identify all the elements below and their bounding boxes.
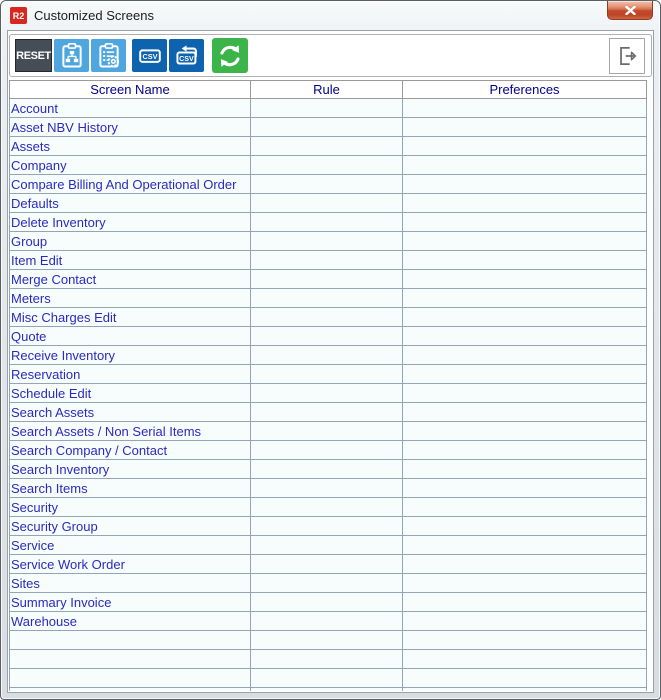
table-row: [10, 365, 647, 384]
screen-name-cell[interactable]: Search Assets / Non Serial Items: [10, 422, 251, 441]
customize-screen-button[interactable]: [54, 39, 89, 72]
preferences-cell[interactable]: [403, 118, 647, 137]
preferences-cell[interactable]: [403, 194, 647, 213]
screen-name-cell[interactable]: Company: [10, 156, 251, 175]
grid-body: [10, 99, 647, 692]
reset-button[interactable]: RESET: [15, 39, 52, 72]
header-row: [10, 81, 647, 99]
screen-name-cell[interactable]: Merge Contact: [10, 270, 251, 289]
preferences-cell[interactable]: [403, 612, 647, 631]
rule-cell[interactable]: [251, 479, 403, 498]
preferences-cell[interactable]: [403, 213, 647, 232]
table-row: [10, 213, 647, 232]
screen-name-cell[interactable]: Search Items: [10, 479, 251, 498]
rule-cell[interactable]: [251, 536, 403, 555]
preferences-cell[interactable]: [403, 555, 647, 574]
export-csv-button[interactable]: [132, 39, 167, 72]
clipboard-gear-icon: [95, 42, 123, 70]
rule-cell[interactable]: [251, 175, 403, 194]
rule-cell[interactable]: [251, 365, 403, 384]
screen-name-cell[interactable]: Asset NBV History: [10, 118, 251, 137]
screen-name-cell[interactable]: Defaults: [10, 194, 251, 213]
screen-name-cell[interactable]: [10, 631, 251, 650]
rule-cell[interactable]: [251, 270, 403, 289]
refresh-icon: [215, 41, 245, 71]
rule-cell[interactable]: [251, 441, 403, 460]
rule-cell[interactable]: [251, 194, 403, 213]
screen-name-cell[interactable]: Search Assets: [10, 403, 251, 422]
column-header-rule[interactable]: Rule: [251, 81, 403, 99]
column-header-screen-name[interactable]: Screen Name: [10, 81, 251, 99]
empty-row: [10, 688, 647, 692]
preferences-cell[interactable]: [403, 536, 647, 555]
rule-cell[interactable]: [251, 593, 403, 612]
client-area: [7, 30, 654, 693]
screen-name-cell[interactable]: Compare Billing And Operational Order: [10, 175, 251, 194]
table-row: [10, 517, 647, 536]
preferences-cell[interactable]: [403, 232, 647, 251]
screen-name-cell[interactable]: Schedule Edit: [10, 384, 251, 403]
screen-name-cell[interactable]: Service: [10, 536, 251, 555]
rule-cell[interactable]: [251, 99, 403, 118]
table-row: [10, 460, 647, 479]
preferences-cell[interactable]: [403, 327, 647, 346]
empty-row: [10, 631, 647, 650]
rule-cell[interactable]: [251, 137, 403, 156]
preferences-cell[interactable]: [403, 574, 647, 593]
screen-name-cell[interactable]: Summary Invoice: [10, 593, 251, 612]
screen-name-cell[interactable]: Item Edit: [10, 251, 251, 270]
screen-name-cell[interactable]: Security: [10, 498, 251, 517]
preferences-cell[interactable]: [403, 156, 647, 175]
csv-import-icon: [173, 42, 201, 70]
screen-name-cell[interactable]: Reservation: [10, 365, 251, 384]
preferences-cell[interactable]: [403, 593, 647, 612]
rule-cell[interactable]: [251, 289, 403, 308]
screen-name-cell[interactable]: Delete Inventory: [10, 213, 251, 232]
preferences-cell[interactable]: [403, 99, 647, 118]
empty-row: [10, 650, 647, 669]
refresh-button[interactable]: [212, 38, 248, 73]
screen-name-cell[interactable]: Sites: [10, 574, 251, 593]
rule-cell[interactable]: [251, 555, 403, 574]
screens-table: [9, 80, 647, 691]
preferences-cell[interactable]: [403, 251, 647, 270]
table-row: [10, 156, 647, 175]
csv-label: CSV: [178, 54, 194, 63]
screen-name-cell[interactable]: Service Work Order: [10, 555, 251, 574]
preferences-cell[interactable]: [403, 688, 647, 692]
screen-name-cell[interactable]: [10, 688, 251, 692]
screen-name-cell[interactable]: Account: [10, 99, 251, 118]
preferences-cell[interactable]: [403, 669, 647, 688]
csv-export-icon: [136, 42, 164, 70]
rule-cell[interactable]: [251, 612, 403, 631]
column-header-preferences[interactable]: Preferences: [403, 81, 647, 99]
preferences-cell[interactable]: [403, 498, 647, 517]
preferences-cell[interactable]: [403, 365, 647, 384]
rule-cell[interactable]: [251, 631, 403, 650]
table-row: [10, 555, 647, 574]
table-row: [10, 612, 647, 631]
screen-name-cell[interactable]: Misc Charges Edit: [10, 308, 251, 327]
rule-cell[interactable]: [251, 517, 403, 536]
table-row: [10, 270, 647, 289]
close-icon: [625, 6, 636, 15]
rule-cell[interactable]: [251, 650, 403, 669]
preferences-cell[interactable]: [403, 175, 647, 194]
table-row: [10, 593, 647, 612]
screen-name-cell[interactable]: Quote: [10, 327, 251, 346]
preferences-cell[interactable]: [403, 384, 647, 403]
table-row: [10, 498, 647, 517]
rule-cell[interactable]: [251, 403, 403, 422]
rule-cell[interactable]: [251, 688, 403, 692]
toolbar: [9, 34, 652, 77]
table-row: [10, 232, 647, 251]
screen-name-cell[interactable]: Receive Inventory: [10, 346, 251, 365]
preferences-cell[interactable]: [403, 137, 647, 156]
table-row: [10, 574, 647, 593]
table-row: [10, 327, 647, 346]
table-row: [10, 479, 647, 498]
table-row: [10, 403, 647, 422]
table-row: [10, 118, 647, 137]
rule-cell[interactable]: [251, 118, 403, 137]
preferences-cell[interactable]: [403, 270, 647, 289]
rule-cell[interactable]: [251, 213, 403, 232]
table-row: [10, 308, 647, 327]
preferences-cell[interactable]: [403, 441, 647, 460]
table-row: [10, 137, 647, 156]
preferences-cell[interactable]: [403, 308, 647, 327]
table-row: [10, 194, 647, 213]
table-row: [10, 346, 647, 365]
exit-icon: [614, 43, 640, 69]
preferences-cell[interactable]: [403, 289, 647, 308]
rule-cell[interactable]: [251, 574, 403, 593]
preferences-cell[interactable]: [403, 479, 647, 498]
preferences-cell[interactable]: [403, 422, 647, 441]
screen-name-cell[interactable]: [10, 650, 251, 669]
screen-preferences-button[interactable]: [91, 39, 126, 72]
screen-name-cell[interactable]: Warehouse: [10, 612, 251, 631]
rule-cell[interactable]: [251, 460, 403, 479]
screens-grid: [9, 80, 653, 691]
table-row: [10, 251, 647, 270]
table-row: [10, 175, 647, 194]
preferences-cell[interactable]: [403, 460, 647, 479]
table-row: [10, 99, 647, 118]
screen-name-cell[interactable]: [10, 669, 251, 688]
empty-row: [10, 669, 647, 688]
rule-cell[interactable]: [251, 422, 403, 441]
screen-name-cell[interactable]: Meters: [10, 289, 251, 308]
preferences-cell[interactable]: [403, 403, 647, 422]
clipboard-hierarchy-icon: [58, 42, 86, 70]
exit-button[interactable]: [609, 38, 645, 74]
app-icon: R2: [10, 7, 27, 24]
table-row: [10, 422, 647, 441]
rule-cell[interactable]: [251, 308, 403, 327]
rule-cell[interactable]: [251, 384, 403, 403]
preferences-cell[interactable]: [403, 650, 647, 669]
table-row: [10, 384, 647, 403]
window-title: Customized Screens: [34, 8, 154, 23]
rule-cell[interactable]: [251, 346, 403, 365]
rule-cell[interactable]: [251, 251, 403, 270]
preferences-cell[interactable]: [403, 346, 647, 365]
rule-cell[interactable]: [251, 669, 403, 688]
preferences-cell[interactable]: [403, 517, 647, 536]
preferences-cell[interactable]: [403, 631, 647, 650]
table-row: [10, 441, 647, 460]
csv-label: CSV: [141, 51, 158, 61]
rule-cell[interactable]: [251, 498, 403, 517]
table-row: [10, 536, 647, 555]
table-row: [10, 289, 647, 308]
close-button[interactable]: [607, 1, 653, 20]
screen-name-cell[interactable]: Assets: [10, 137, 251, 156]
import-csv-button[interactable]: [169, 39, 204, 72]
screen-name-cell[interactable]: Group: [10, 232, 251, 251]
screen-name-cell[interactable]: Security Group: [10, 517, 251, 536]
rule-cell[interactable]: [251, 327, 403, 346]
rule-cell[interactable]: [251, 232, 403, 251]
screen-name-cell[interactable]: Search Company / Contact: [10, 441, 251, 460]
screen-name-cell[interactable]: Search Inventory: [10, 460, 251, 479]
titlebar: [1, 1, 660, 30]
rule-cell[interactable]: [251, 156, 403, 175]
